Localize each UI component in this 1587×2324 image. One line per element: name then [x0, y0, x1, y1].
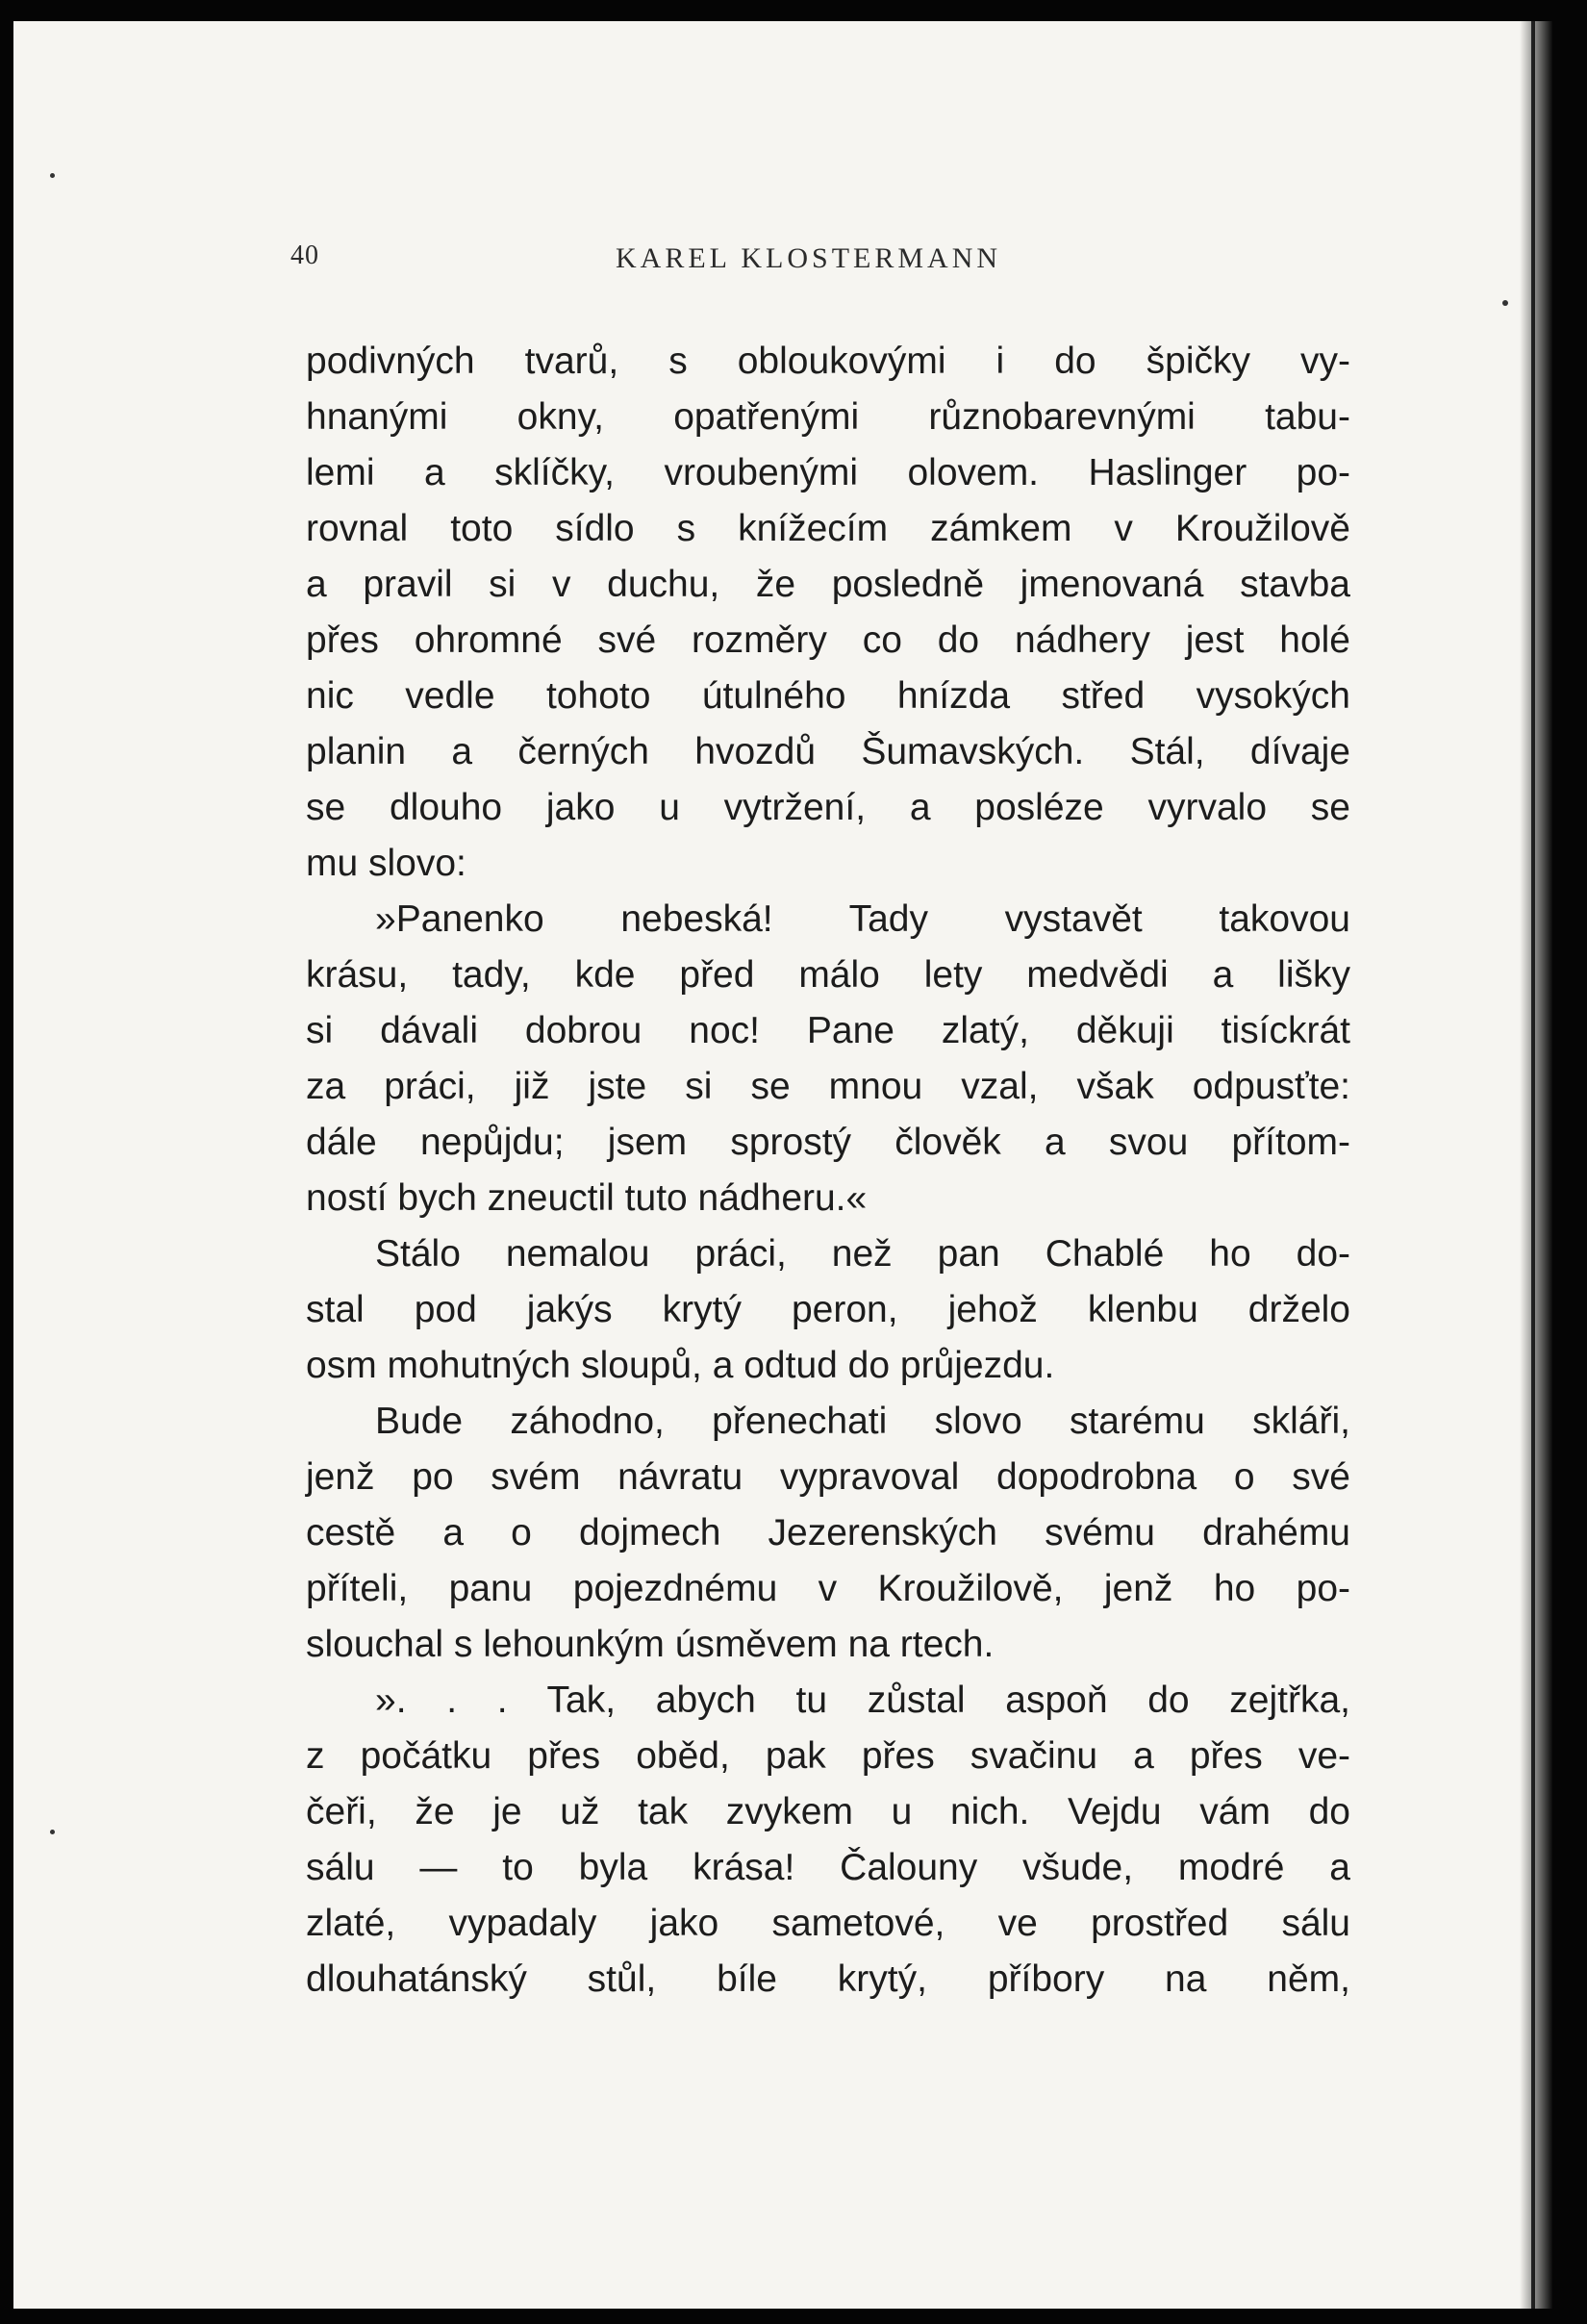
text-line: osm mohutných sloupů, a odtud do průjezdu. — [306, 1345, 1055, 1386]
scan-speck — [50, 173, 55, 178]
text-line: lemi a sklíčky, vroubenými olovem. Haslinger po- — [306, 452, 1350, 493]
text-line: dlouhatánský stůl, bíle krytý, příbory na něm, — [306, 1958, 1350, 2000]
text-line: »Panenko nebeská! Tady vystavět takovou — [375, 898, 1350, 940]
text-line: si dávali dobrou noc! Pane zlatý, děkuji tisíckrát — [306, 1010, 1350, 1051]
text-line: rovnal toto sídlo s knížecím zámkem v Kroužilově — [306, 508, 1350, 549]
text-line: krásu, tady, kde před málo lety medvědi a lišky — [306, 954, 1350, 996]
text-line: Stálo nemalou práci, než pan Chablé ho do- — [375, 1233, 1350, 1275]
text-line: sálu — to byla krása! Čalouny všude, modré a — [306, 1847, 1350, 1888]
text-line: hnanými okny, opatřenými různobarevnými tabu- — [306, 396, 1350, 438]
text-line: jenž po svém návratu vypravoval dopodrobna o své — [306, 1456, 1350, 1498]
text-line: slouchal s lehounkým úsměvem na rtech. — [306, 1624, 995, 1665]
text-line: Bude záhodno, přenechati slovo starému skláři, — [375, 1401, 1350, 1442]
text-line: příteli, panu pojezdnému v Kroužilově, jenž ho po- — [306, 1568, 1350, 1609]
text-line: ností bych zneuctil tuto nádheru.« — [306, 1177, 868, 1219]
body-text — [306, 334, 1350, 2008]
text-line: se dlouho jako u vytržení, a posléze vyrvalo se — [306, 787, 1350, 828]
page-edge-shadow — [1520, 21, 1552, 2309]
text-line: stal pod jakýs krytý peron, jehož klenbu drželo — [306, 1289, 1350, 1330]
scan-speck — [1502, 300, 1508, 306]
text-line: přes ohromné své rozměry co do nádhery jest holé — [306, 619, 1350, 661]
text-line: čeři, že je už tak zvykem u nich. Vejdu vám do — [306, 1791, 1350, 1832]
text-line: ». . . Tak, abych tu zůstal aspoň do zejtřka, — [375, 1680, 1350, 1721]
text-line: z počátku přes oběd, pak přes svačinu a přes ve- — [306, 1735, 1350, 1777]
text-line: mu slovo: — [306, 843, 466, 884]
text-line: dále nepůjdu; jsem sprostý člověk a svou přítom- — [306, 1122, 1350, 1163]
page-number: 40 — [290, 240, 319, 270]
text-line: podivných tvarů, s obloukovými i do špičky vy- — [306, 341, 1350, 382]
text-line: nic vedle tohoto útulného hnízda střed vysokých — [306, 675, 1350, 717]
text-line: zlaté, vypadaly jako sametové, ve prostřed sálu — [306, 1903, 1350, 1944]
text-line: planin a černých hvozdů Šumavských. Stál, dívaje — [306, 731, 1350, 772]
text-line: cestě a o dojmech Jezerenských svému drahému — [306, 1512, 1350, 1554]
scan-speck — [50, 1830, 55, 1834]
text-line: a pravil si v duchu, že posledně jmenovaná stavba — [306, 564, 1350, 605]
running-title: KAREL KLOSTERMANN — [616, 242, 1002, 274]
book-page — [13, 21, 1552, 2309]
running-head — [290, 240, 1291, 279]
text-line: za práci, již jste si se mnou vzal, však odpusťte: — [306, 1066, 1350, 1107]
